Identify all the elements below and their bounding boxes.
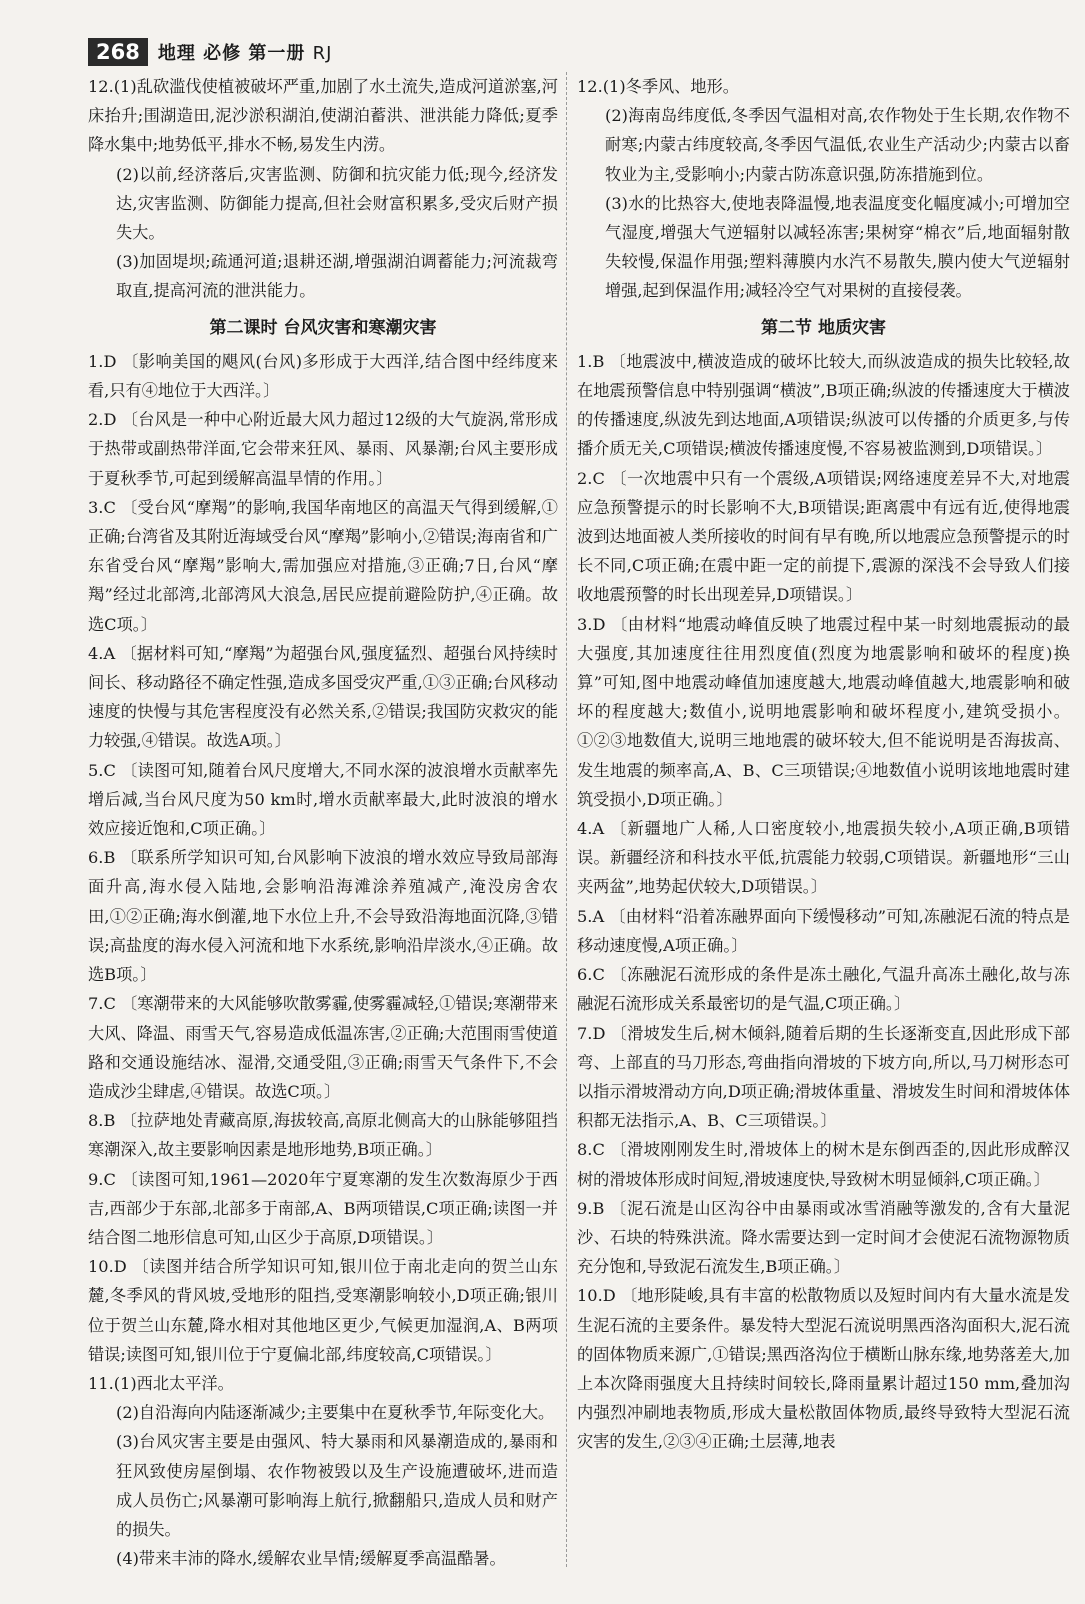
book-title-text: 地理 必修 第一册 — [157, 43, 313, 64]
answer-item: 2.D 〔台风是一种中心附近最大风力超过12级的大气旋涡,常形成于热带或副热带洋面,它会带来狂风、暴雨、风暴潮;台风主要形成于夏秋季节,可起到缓解高温旱情的作用。〕 — [88, 410, 558, 488]
answer-subpart: (3)水的比热容大,使地表降温慢,地表温度变化幅度减小;可增加空气湿度,增强大气逆辐射以减轻冻害;果树穿“棉衣”后,地面辐射散失较慢,保温作用强;塑料薄膜内水汽不易散失,膜内使大气逆辐射增强,起到保温作用;减轻冷空气对果树的直接侵袭。 — [605, 193, 1070, 301]
answer-item: 12.(1)冬季风、地形。 — [577, 77, 739, 96]
answer-subpart: (2)海南岛纬度低,冬季因气温相对高,农作物处于生长期,农作物不耐寒;内蒙古纬度较高,冬季因气温低,农业生产活动少;内蒙古以畜牧业为主,受影响小;内蒙古防冻意识强,防冻措施到位。 — [605, 106, 1070, 184]
answer-subpart: (2)以前,经济落后,灾害监测、防御和抗灾能力低;现今,经济发达,灾害监测、防御能力提高,但社会财富积累多,受灾后财产损失大。 — [116, 164, 558, 243]
answer-item: 8.B 〔拉萨地处青藏高原,海拔较高,高原北侧高大的山脉能够阻挡寒潮深入,故主要影响因素是地形地势,B项正确。〕 — [88, 1111, 558, 1160]
section-title: 第二课时 台风灾害和寒潮灾害 — [209, 317, 437, 338]
right-column — [577, 72, 1070, 1457]
answer-item: 4.A 〔新疆地广人稀,人口密度较小,地震损失较小,A项正确,B项错误。新疆经济和科技水平低,抗震能力较弱,C项错误。新疆地形“三山夹两盆”,地势起伏较大,D项错误。〕 — [577, 819, 1070, 897]
answer-item: 4.A 〔据材料可知,“摩羯”为超强台风,强度猛烈、超强台风持续时间长、移动路径不确定性强,造成多国受灾严重,①③正确;台风移动速度的快慢与其危害程度没有必然关系,②错误;我国防灾救灾的能力较强,④错误。故选A项。〕 — [88, 643, 558, 751]
answer-item: 5.A 〔由材料“沿着冻融界面向下缓慢移动”可知,冻融泥石流的特点是移动速度慢,A项正确。〕 — [577, 906, 1070, 955]
answer-item: 1.D 〔影响美国的飓风(台风)多形成于大西洋,结合图中经纬度来看,只有④地位于大西洋。〕 — [88, 351, 558, 401]
answer-item: 10.D 〔地形陡峻,具有丰富的松散物质以及短时间内有大量水流是发生泥石流的主要条件。暴发特大型泥石流说明黑西洛沟面积大,泥石流的固体物质来源广,①错误;黑西洛沟位于横断山脉东缘,地势落差大,加上本次降雨强度大且持续时间较长,降雨量累计超过150 mm,叠加沟内强烈冲刷地表物质,形成大量松散固体物质,最终导致特大型泥石流灾害的发生,②③④正确;土层薄,地表 — [577, 1286, 1070, 1452]
answer-item: 10.D 〔读图并结合所学知识可知,银川位于南北走向的贺兰山东麓,冬季风的背风坡,受地形的阻挡,受寒潮影响较小,D项正确;银川位于贺兰山东麓,降水相对其他地区更少,气候更加湿润,A、B两项错误;读图可知,银川位于宁夏偏北部,纬度较高,C项错误。〕 — [88, 1257, 558, 1364]
answer-item: 1.B 〔地震波中,横波造成的破坏比较大,而纵波造成的损失比较轻,故在地震预警信息中特别强调“横波”,B项正确;纵波的传播速度大于横波的传播速度,纵波先到达地面,A项错误;纵波可以传播的介质更多,与传播介质无关,C项错误;横波传播速度慢,不容易被监测到,D项错误。〕 — [577, 351, 1070, 459]
answer-subpart: (2)自沿海向内陆逐渐减少;主要集中在夏秋季节,年际变化大。 — [116, 1403, 555, 1423]
answer-item: 5.C 〔读图可知,随着台风尺度增大,不同水深的波浪增水贡献率先增后减,当台风尺度为50 km时,增水贡献率最大,此时波浪的增水效应接近饱和,C项正确。〕 — [88, 760, 558, 839]
book-title — [158, 39, 333, 65]
answer-item: 7.C 〔寒潮带来的大风能够吹散雾霾,使雾霾减轻,①错误;寒潮带来大风、降温、雨雪天气,容易造成低温冻害,②正确;大范围雨雪使道路和交通设施结冰、湿滑,交通受阻,③正确;雨雪天气条件下,不会造成沙尘肆虐,④错误。故选C项。〕 — [88, 994, 558, 1101]
answer-item: 7.D 〔滑坡发生后,树木倾斜,随着后期的生长逐渐变直,因此形成下部弯、上部直的马刀形态,弯曲指向滑坡的下坡方向,所以,马刀树形态可以指示滑坡滑动方向,D项正确;滑坡体重量、滑坡发生时间和滑坡体体积都无法指示,A、B、C三项错误。〕 — [577, 1023, 1071, 1131]
edition-label: RJ — [312, 43, 333, 64]
column-divider — [566, 72, 568, 1567]
answer-item: 3.C 〔受台风“摩羯”的影响,我国华南地区的高温天气得到缓解,①正确;台湾省及其附近海域受台风“摩羯”影响小,②错误;海南省和广东省受台风“摩羯”影响大,需加强应对措施,③正确;7日,台风“摩羯”经过北部湾,北部湾风大浪急,居民应提前避险防护,④正确。故选C项。〕 — [88, 497, 558, 634]
section-title: 第二节 地质灾害 — [761, 317, 886, 338]
answer-item: 6.B 〔联系所学知识可知,台风影响下波浪的增水效应导致局部海面升高,海水侵入陆地,会影响沿海滩涂养殖减产,淹没房舍农田,①②正确;海水倒灌,地下水位上升,不会导致沿海地面沉降,③错误;高盐度的海水侵入河流和地下水系统,影响沿岸淡水,④正确。故选B项。〕 — [88, 848, 558, 985]
answer-item: 12.(1)乱砍滥伐使植被破坏严重,加剧了水土流失,造成河道淤塞,河床抬升;围湖造田,泥沙淤积湖泊,使湖泊蓄洪、泄洪能力降低;夏季降水集中;地势低平,排水不畅,易发生内涝。 — [88, 77, 558, 155]
answer-item: 9.B 〔泥石流是山区沟谷中由暴雨或冰雪消融等激发的,含有大量泥沙、石块的特殊洪流。降水需要达到一定时间才会使泥石流物源物质充分饱和,导致泥石流发生,B项正确。〕 — [577, 1198, 1070, 1277]
answer-subpart: (3)台风灾害主要是由强风、特大暴雨和风暴潮造成的,暴雨和狂风致使房屋倒塌、农作物被毁以及生产设施遭破坏,进而造成人员伤亡;风暴潮可影响海上航行,掀翻船只,造成人员和财产的损失。 — [116, 1432, 558, 1539]
answer-subpart: (4)带来丰沛的降水,缓解农业旱情;缓解夏季高温酷暑。 — [116, 1549, 506, 1569]
page-number: 268 — [88, 38, 148, 66]
answer-item: 8.C 〔滑坡刚刚发生时,滑坡体上的树木是东倒西歪的,因此形成醉汉树的滑坡体形成时间短,滑坡速度快,导致树木明显倾斜,C项正确。〕 — [577, 1140, 1070, 1189]
answer-subpart: (3)加固堤坝;疏通河道;退耕还湖,增强湖泊调蓄能力;河流裁弯取直,提高河流的泄洪能力。 — [116, 252, 558, 301]
page-header — [88, 36, 1028, 68]
answer-item: 9.C 〔读图可知,1961—2020年宁夏寒潮的发生次数海原少于西吉,西部少于东部,北部多于南部,A、B两项错误,C项正确;读图一并结合图二地形信息可知,山区少于高原,D项错误。〕 — [88, 1169, 558, 1247]
answer-item: 6.C 〔冻融泥石流形成的条件是冻土融化,气温升高冻土融化,故与冻融泥石流形成关系最密切的是气温,C项正确。〕 — [577, 965, 1070, 1014]
answer-item: 2.C 〔一次地震中只有一个震级,A项错误;网络速度差异不大,对地震应急预警提示的时长影响不大,B项错误;距离震中有远有近,使得地震波到达地面被人类所接收的时间有早有晚,所以地震应急预警提示的时长不同,C项正确;在震中距一定的前提下,震源的深浅不会导致人们接收地震预警的时长出现差异,D项错误。〕 — [577, 468, 1070, 605]
left-column — [88, 72, 558, 1573]
answer-item: 3.D 〔由材料“地震动峰值反映了地震过程中某一时刻地震振动的最大强度,其加速度往往用烈度值(烈度为地震影响和破坏的程度)换算”可知,图中地震动峰值加速度越大,地震动峰值越大,地震影响和破坏的程度越大;数值小,说明地震影响和破坏程度小,建筑受损小。①②③地数值大,说明三地地震的破坏较大,但不能说明是否海拔高、发生地震的频率高,A、B、C三项错误;④地数值小说明该地地震时建筑受损小,D项正确。〕 — [577, 614, 1070, 809]
answer-item: 11.(1)西北太平洋。 — [88, 1373, 234, 1393]
